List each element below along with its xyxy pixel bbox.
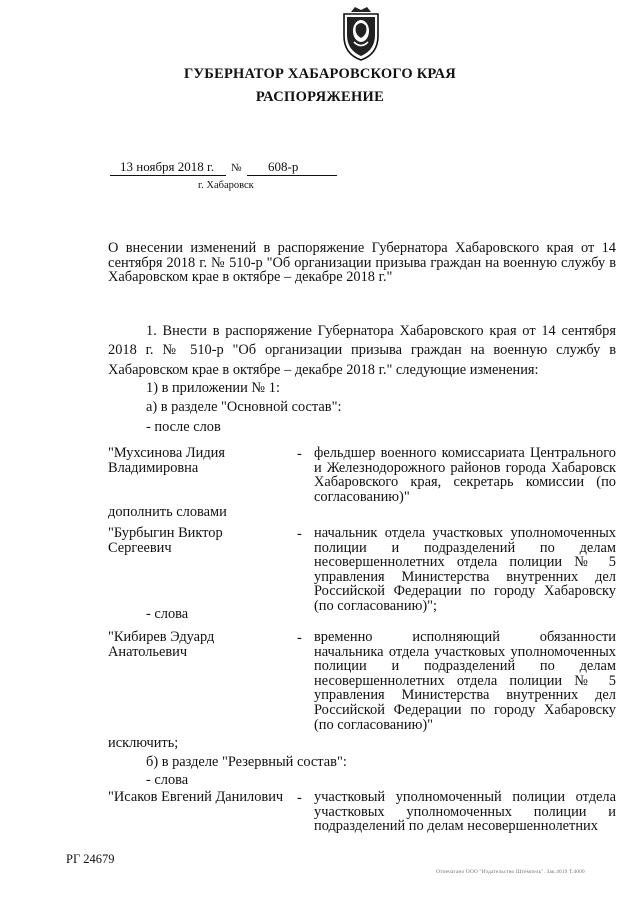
list-item-add-words: дополнить словами: [108, 504, 227, 520]
list-item-after-words: - после слов: [146, 419, 221, 435]
list-item-words: - слова: [146, 606, 189, 622]
entry-description: участковый уполномоченный полиции отдела участковых уполномоченных полиции и подразделений по делам несовершеннолетних: [314, 789, 616, 835]
entry-dash: -: [297, 630, 302, 646]
entry-name: "Бурбыгин Виктор Сергеевич: [108, 525, 223, 556]
paragraph-1: 1. Внести в распоряжение Губернатора Хабаровского края от 14 сентября 2018 г. № 510-р "Об организации призыва граждан на военную службу в Хабаровском крае в октябре – декабре 2018 г." следующие изменения:: [108, 323, 616, 378]
list-item-exclude: исключить;: [108, 735, 179, 751]
entry-description: начальник отдела участковых уполномоченных полиции и подразделений по делам несовершеннолетних отдела полиции № 5 управления Министерства внутренних дел Российской Федерации по городу Хабаровску (по согласованию)";: [314, 525, 616, 614]
entry-description: временно исполняющий обязанности начальника отдела участковых уполномоченных полиции и подразделений по делам несовершеннолетних отдела полиции № 5 управления Министерства внутренних дел Российской Федерации по городу Хабаровску (по согласованию)": [314, 629, 616, 733]
entry-dash: -: [297, 790, 302, 806]
entry-name: "Мухсинова Лидия Владимировна: [108, 445, 225, 476]
number-underline: [247, 175, 337, 176]
document-city: г. Хабаровск: [198, 180, 254, 191]
number-sign: №: [231, 162, 242, 174]
list-item-words-2: - слова: [146, 772, 189, 788]
document-type-title: РАСПОРЯЖЕНИЕ: [255, 89, 385, 105]
list-item-b: б) в разделе "Резервный состав":: [146, 754, 347, 770]
entry-dash: -: [297, 526, 302, 542]
date-underline: [110, 175, 226, 176]
list-item-a: а) в разделе "Основной состав":: [146, 399, 342, 415]
footer-form-code: РГ 24679: [66, 852, 115, 866]
document-date: 13 ноября 2018 г.: [120, 159, 215, 174]
entry-name: "Исаков Евгений Данилович: [108, 789, 284, 805]
footer-printer-note: Отпечатано ООО "Издательство Штемпель". Зак.4619 Т.4000: [436, 869, 585, 875]
governor-title: ГУБЕРНАТОР ХАБАРОВСКОГО КРАЯ: [184, 66, 456, 82]
document-subject: О внесении изменений в распоряжение Губернатора Хабаровского края от 14 сентября 2018 г. № 510-р "Об организации призыва граждан на военную службу в Хабаровском крае в октябре – декабре 2018 г.": [108, 240, 616, 286]
entry-dash: -: [297, 446, 302, 462]
document-number: 608-р: [268, 159, 299, 174]
list-item-1: 1) в приложении № 1:: [146, 380, 280, 396]
entry-description: фельдшер военного комиссариата Центрального и Железнодорожного районов города Хабаровск Хабаровского края, секретарь комиссии (по согласованию)": [314, 445, 616, 505]
coat-of-arms-emblem: [336, 4, 386, 62]
entry-name: "Кибирев Эдуард Анатольевич: [108, 629, 215, 660]
